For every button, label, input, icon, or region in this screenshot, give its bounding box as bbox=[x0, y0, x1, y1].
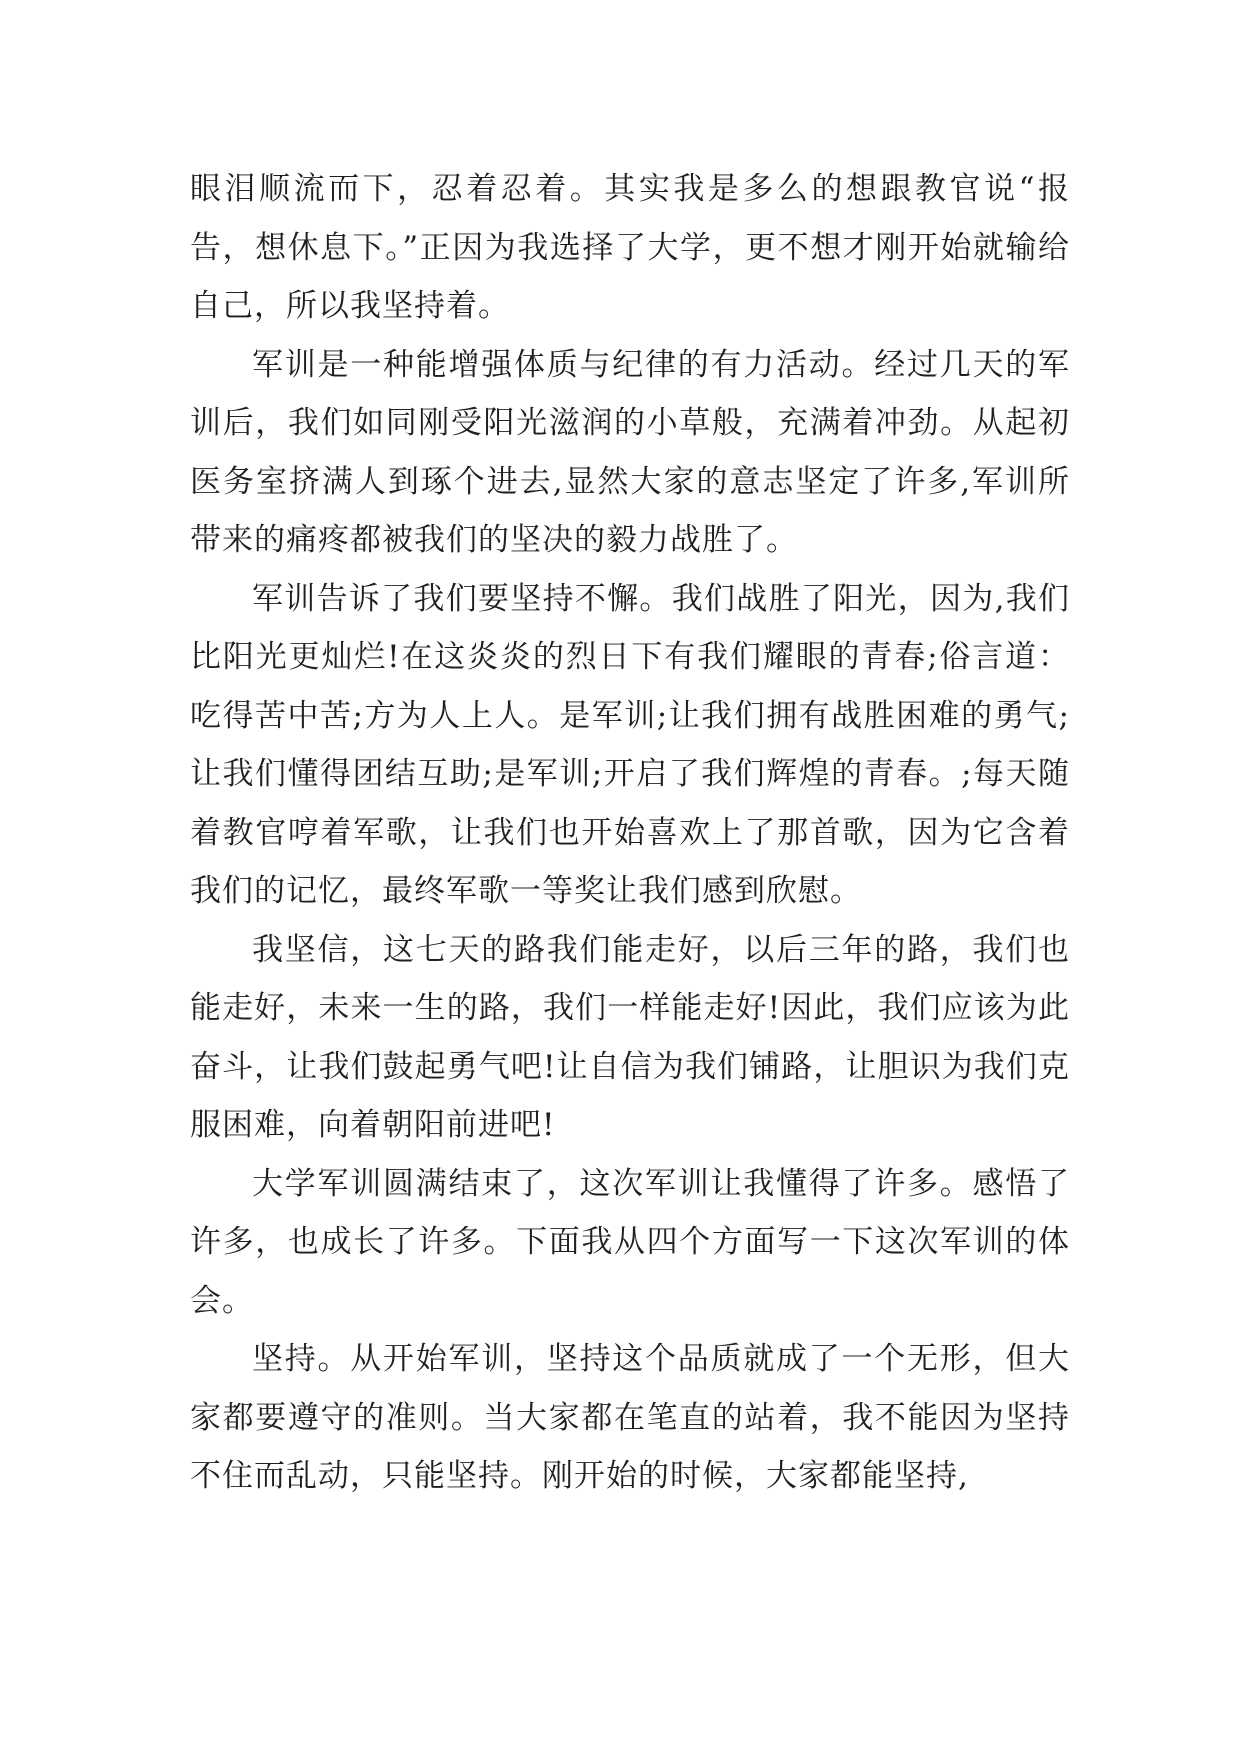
paragraph-3: 军训告诉了我们要坚持不懈。我们战胜了阳光，因为,我们比阳光更灿烂!在这炎炎的烈日下有我们耀眼的青春;俗言道：吃得苦中苦;方为人上人。是军训;让我们拥有战胜困难的勇气;让我们懂得团结互助;是军训;开启了我们辉煌的青春。;每天随着教官哼着军歌，让我们也开始喜欢上了那首歌，因为它含着我们的记忆，最终军歌一等奖让我们感到欣慰。 bbox=[190, 580, 1070, 909]
paragraph-2: 军训是一种能增强体质与纪律的有力活动。经过几天的军训后，我们如同刚受阳光滋润的小草般，充满着冲劲。从起初医务室挤满人到琢个进去,显然大家的意志坚定了许多,军训所带来的痛疼都被我们的坚决的毅力战胜了。 bbox=[190, 346, 1070, 558]
paragraph-6: 坚持。从开始军训，坚持这个品质就成了一个无形，但大家都要遵守的准则。当大家都在笔直的站着，我不能因为坚持不住而乱动，只能坚持。刚开始的时候，大家都能坚持, bbox=[190, 1341, 1070, 1494]
paragraph-5: 大学军训圆满结束了，这次军训让我懂得了许多。感悟了许多，也成长了许多。下面我从四个方面写一下这次军训的体会。 bbox=[190, 1165, 1070, 1319]
paragraph-1: 眼泪顺流而下，忍着忍着。其实我是多么的想跟教官说“报告，想休息下。”正因为我选择了大学，更不想才刚开始就输给自己，所以我坚持着。 bbox=[190, 171, 1070, 324]
document-body bbox=[190, 160, 1070, 1506]
paragraph-4: 我坚信，这七天的路我们能走好，以后三年的路，我们也能走好，未来一生的路，我们一样能走好!因此，我们应该为此奋斗，让我们鼓起勇气吧!让自信为我们铺路，让胆识为我们克服困难，向着朝阳前进吧! bbox=[190, 931, 1070, 1143]
